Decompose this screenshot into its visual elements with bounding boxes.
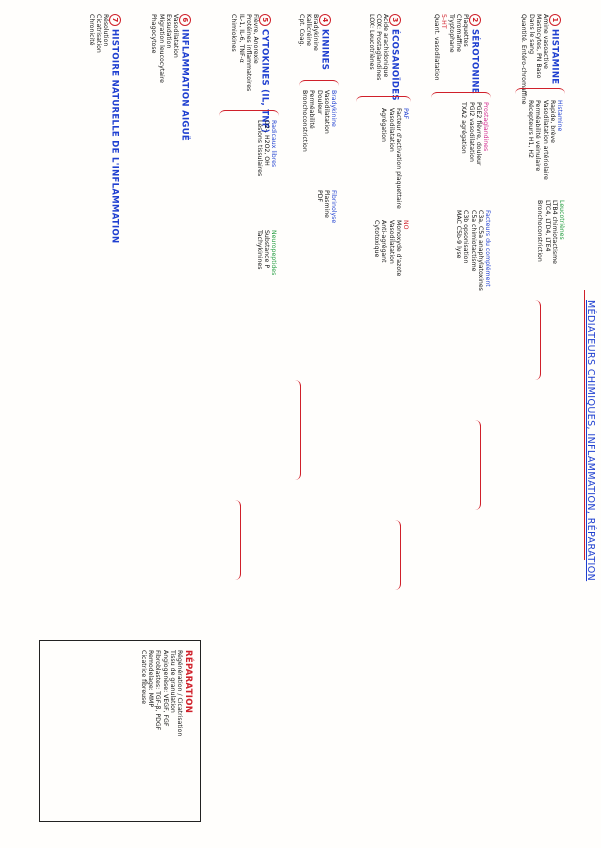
section-line: Cpt. Coag. <box>297 14 305 47</box>
brace <box>295 380 301 480</box>
note-line: TXA2 agrégation <box>460 102 468 154</box>
section-heading: HISTOIRE NATURELLE DE L'INFLAMMATION <box>109 29 120 244</box>
note-line: C3a, C5a anaphylatoxines <box>476 210 484 291</box>
brace <box>431 92 491 99</box>
note-line: Anti-agrégant <box>380 220 388 263</box>
section-line: COX: Prostaglandines <box>374 14 382 81</box>
section-number-badge: 6 <box>179 14 191 26</box>
section-line: Tryptophane <box>447 14 455 53</box>
note-line: Vasodilatation <box>387 220 395 264</box>
brace <box>356 96 411 103</box>
note-column-8 <box>255 230 277 275</box>
note-line: PGE2 fièvre, douleur <box>474 102 482 166</box>
reparation-content <box>140 650 193 736</box>
note-line: PDF <box>315 190 323 203</box>
section-heading: KININES <box>319 29 330 71</box>
section-histoire <box>87 14 121 243</box>
section-line: Chronicité <box>87 14 95 46</box>
note-line: Substance P <box>262 230 270 269</box>
section-line: Phagocytose <box>150 14 158 54</box>
section-line: Exsudation <box>164 14 172 49</box>
box-line: Régénération / Cicatrisation <box>176 650 183 737</box>
note-line: C5a chimiotactisme <box>469 210 477 272</box>
note-line: Récepteurs H1, H2 <box>527 100 535 158</box>
section-line: Quant. vasodilatation <box>433 14 441 81</box>
note-line: O2-, H2O2, OH <box>262 120 270 166</box>
section-line: Vasodilatation <box>172 14 179 58</box>
section-heading: SÉROTONINE <box>469 29 480 94</box>
title-underline <box>584 290 585 560</box>
section-line: Dans le sang <box>527 14 535 55</box>
note-heading: Facteurs du complément <box>484 210 491 287</box>
note-line: Rapide, brève <box>548 100 556 143</box>
note-column-6 <box>373 220 409 276</box>
note-line: Facteur d'activation plaquettaire <box>394 108 402 209</box>
section-line: Chimiokines <box>230 14 238 52</box>
section-line: Plaquettes <box>462 14 469 47</box>
section-heading: INFLAMMATION AIGUË <box>179 29 190 141</box>
section-number-badge: 5 <box>259 14 271 26</box>
note-line: Plasmine <box>322 190 330 218</box>
note-line: Vasodilatation artériolaire <box>541 100 549 180</box>
note-heading: Radicaux libres <box>270 120 277 168</box>
note-line: Tachykinines <box>255 230 263 270</box>
note-line: Monoxyde d'azote <box>394 220 402 277</box>
brace <box>535 300 541 380</box>
note-heading: PAF <box>402 108 409 120</box>
section-serotonine <box>433 14 481 94</box>
note-heading: Prostaglandines <box>482 102 489 152</box>
brace <box>515 88 565 95</box>
note-column-2 <box>536 200 565 264</box>
box-line: Remodelage: MMP <box>147 650 155 708</box>
section-heading: CYTOKINES (IL, TNF) <box>259 29 270 134</box>
note-line: PGI2 vasodilatation <box>467 102 475 162</box>
section-line: LOX: Leucotriènes <box>367 14 375 70</box>
note-line: Bronchoconstriction <box>536 200 544 262</box>
brace <box>219 110 279 117</box>
note-line: Vasodilatation <box>322 90 330 134</box>
section-line: Résolution <box>102 14 109 47</box>
right-list-2 <box>315 190 337 223</box>
section-heading: HISTAMINE <box>549 29 560 85</box>
note-heading: Bradykinine <box>330 90 337 127</box>
main-title: MÉDIATEURS CHIMIQUES, INFLAMMATION, RÉPARATION <box>585 300 596 582</box>
box-heading: RÉPARATION <box>183 650 193 714</box>
section-line: Amine vasoactive <box>542 14 549 69</box>
section-line: 5-HT <box>440 14 448 29</box>
section-inflammation <box>150 14 191 141</box>
section-line: IL-1, IL-6, TNF-α <box>237 14 245 63</box>
note-heading: Leucotriènes <box>558 200 565 240</box>
section-line: Migration leucocytaire <box>157 14 165 83</box>
box-line: Cicatrice fibreuse <box>139 650 147 705</box>
section-ecosanoides <box>367 14 401 101</box>
note-line: C3b opsonisation <box>462 210 470 264</box>
section-number-badge: 2 <box>469 14 481 26</box>
note-line: Perméabilité <box>308 90 316 129</box>
section-line: Kallicréine <box>304 14 312 46</box>
note-heading: Fibrinolyse <box>330 190 337 224</box>
section-line: Acide arachidonique <box>382 14 389 78</box>
section-number-badge: 1 <box>549 14 561 26</box>
section-number-badge: 3 <box>389 14 401 26</box>
note-line: Bronchoconstriction <box>301 90 309 152</box>
section-kinines <box>297 14 331 70</box>
section-line: Bradykinine <box>312 14 319 51</box>
note-line: Agrégation <box>380 108 388 142</box>
note-line: Douleur <box>315 90 323 115</box>
brace <box>235 500 241 580</box>
box-line: Tissu de granulation <box>168 650 176 713</box>
note-column-5 <box>380 108 409 209</box>
section-line: Protéines inflammatoires <box>244 14 252 92</box>
right-list-1 <box>301 90 337 152</box>
note-line: Lésions tissulaires <box>255 120 263 177</box>
section-line: Quantité. Entéro-chromaffine <box>520 14 528 105</box>
note-line: Vasodilatation <box>387 108 395 152</box>
note-heading: Histamine <box>556 100 563 132</box>
section-line: Chromaffine <box>454 14 462 52</box>
note-line: MAC C5b-9 lyse <box>455 210 463 259</box>
note-line: Perméabilité veinulaire <box>534 100 542 172</box>
section-line: Mastocytes, PN Baso <box>534 14 542 79</box>
brace <box>299 80 339 87</box>
brace <box>395 520 401 590</box>
note-line: LTB4 chimiotactisme <box>550 200 558 264</box>
note-heading: NO <box>402 220 409 230</box>
note-line: LTC4, LTD4, LTE4 <box>543 200 551 252</box>
section-number-badge: 4 <box>319 14 331 26</box>
section-heading: ÉCOSANOÏDES <box>389 29 400 101</box>
note-column-4 <box>455 210 491 291</box>
note-column-7 <box>255 120 277 176</box>
box-line: Fibroblastes: TGF-β, PDGF <box>154 650 162 731</box>
note-column-1 <box>527 100 563 180</box>
section-number-badge: 7 <box>109 14 121 26</box>
section-line: Cicatrisation <box>94 14 102 53</box>
section-line: Fièvre, Anorexie <box>252 14 259 64</box>
box-line: Angiogenèse: VEGF, FGF <box>161 650 169 727</box>
note-line: Cytotoxique <box>373 220 381 258</box>
note-heading: Neuropeptides <box>270 230 277 276</box>
note-column-3 <box>460 102 489 165</box>
brace <box>475 420 481 510</box>
